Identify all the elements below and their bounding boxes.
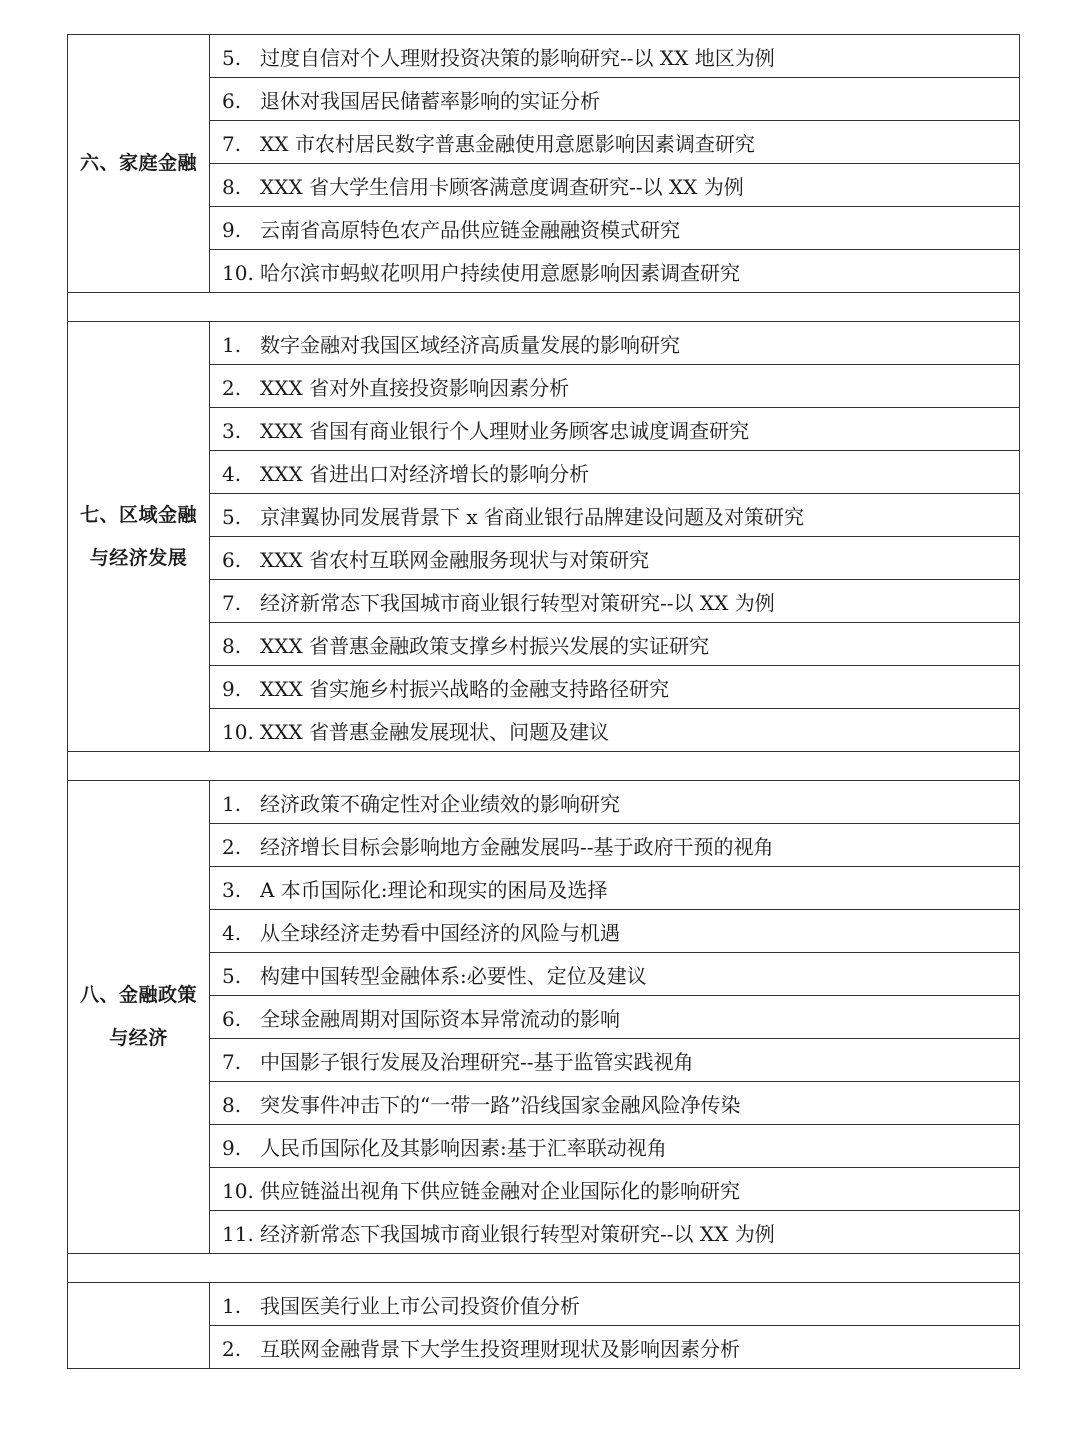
- topic-title: XXX 省普惠金融发展现状、问题及建议: [260, 719, 610, 744]
- topic-cell: [210, 408, 1020, 451]
- topic-number: 11.: [222, 1221, 254, 1246]
- topic-title: 数字金融对我国区域经济高质量发展的影响研究: [260, 332, 680, 357]
- topic-row: [68, 451, 1020, 494]
- topic-row: [68, 781, 1020, 824]
- topic-title: XXX 省国有商业银行个人理财业务顾客忠诚度调查研究: [260, 418, 750, 443]
- topic-row: [68, 666, 1020, 709]
- topic-cell: [210, 250, 1020, 293]
- section-spacer-row: [68, 1254, 1020, 1283]
- topic-number: 2.: [222, 1336, 242, 1361]
- topic-number: 10.: [222, 719, 254, 744]
- topic-number: 3.: [222, 877, 242, 902]
- topic-row: [68, 1125, 1020, 1168]
- topic-number: 7.: [222, 1049, 242, 1074]
- topic-cell: [210, 1082, 1020, 1125]
- topic-title: XX 市农村居民数字普惠金融使用意愿影响因素调查研究: [260, 131, 755, 156]
- topic-cell: [210, 1283, 1020, 1326]
- topic-number: 2.: [222, 834, 242, 859]
- category-cell: [68, 322, 210, 752]
- topic-cell: [210, 1168, 1020, 1211]
- topic-number: 10.: [222, 260, 254, 285]
- topic-row: [68, 1168, 1020, 1211]
- section-spacer-row: [68, 752, 1020, 781]
- topic-number: 5.: [222, 963, 242, 988]
- topic-cell: [210, 537, 1020, 580]
- spacer-cell: [68, 1254, 1020, 1283]
- topic-row: [68, 953, 1020, 996]
- topic-title: XXX 省实施乡村振兴战略的金融支持路径研究: [260, 676, 670, 701]
- topic-row: [68, 164, 1020, 207]
- topic-row: [68, 824, 1020, 867]
- topic-title: 退休对我国居民储蓄率影响的实证分析: [260, 88, 600, 113]
- topic-cell: [210, 494, 1020, 537]
- topic-title: 过度自信对个人理财投资决策的影响研究--以 XX 地区为例: [260, 45, 775, 70]
- topic-title: XXX 省进出口对经济增长的影响分析: [260, 461, 590, 486]
- topic-row: [68, 709, 1020, 752]
- topic-row: [68, 121, 1020, 164]
- topic-title: 我国医美行业上市公司投资价值分析: [260, 1293, 580, 1318]
- topic-cell: [210, 580, 1020, 623]
- topic-cell: [210, 666, 1020, 709]
- topic-row: [68, 1283, 1020, 1326]
- topic-number: 9.: [222, 217, 242, 242]
- topic-cell: [210, 623, 1020, 666]
- topic-title: A 本币国际化:理论和现实的困局及选择: [260, 877, 608, 902]
- topic-title: 供应链溢出视角下供应链金融对企业国际化的影响研究: [260, 1178, 740, 1203]
- topic-row: [68, 910, 1020, 953]
- topic-row: [68, 494, 1020, 537]
- topic-cell: [210, 709, 1020, 752]
- topic-title: 突发事件冲击下的“一带一路”沿线国家金融风险净传染: [260, 1092, 741, 1117]
- topic-cell: [210, 1211, 1020, 1254]
- topic-number: 1.: [222, 1293, 242, 1318]
- topic-cell: [210, 164, 1020, 207]
- topic-cell: [210, 1039, 1020, 1082]
- topic-title: XXX 省普惠金融政策支撑乡村振兴发展的实证研究: [260, 633, 710, 658]
- topic-cell: [210, 867, 1020, 910]
- topic-title: XXX 省对外直接投资影响因素分析: [260, 375, 570, 400]
- topic-row: [68, 1211, 1020, 1254]
- topic-row: [68, 867, 1020, 910]
- topic-number: 9.: [222, 1135, 242, 1160]
- topic-title: 全球金融周期对国际资本异常流动的影响: [260, 1006, 620, 1031]
- topic-title: 构建中国转型金融体系:必要性、定位及建议: [260, 963, 647, 988]
- topic-cell: [210, 78, 1020, 121]
- topic-title: 中国影子银行发展及治理研究--基于监管实践视角: [260, 1049, 694, 1074]
- document-page: [67, 34, 1020, 1369]
- topic-number: 8.: [222, 174, 242, 199]
- topic-number: 1.: [222, 332, 242, 357]
- topic-row: [68, 322, 1020, 365]
- topic-number: 5.: [222, 504, 242, 529]
- topic-cell: [210, 996, 1020, 1039]
- topics-table-body: [68, 35, 1020, 1369]
- topic-row: [68, 1039, 1020, 1082]
- category-label-line: 与经济: [109, 1027, 168, 1049]
- topic-title: 互联网金融背景下大学生投资理财现状及影响因素分析: [260, 1336, 740, 1361]
- topic-title: XXX 省大学生信用卡顾客满意度调查研究--以 XX 为例: [260, 174, 744, 199]
- topic-cell: [210, 322, 1020, 365]
- topic-row: [68, 580, 1020, 623]
- topic-number: 3.: [222, 418, 242, 443]
- topic-number: 4.: [222, 461, 242, 486]
- topic-number: 10.: [222, 1178, 254, 1203]
- topic-number: 6.: [222, 547, 242, 572]
- category-cell: [68, 35, 210, 293]
- topic-title: XXX 省农村互联网金融服务现状与对策研究: [260, 547, 650, 572]
- topic-cell: [210, 781, 1020, 824]
- topic-title: 京津翼协同发展背景下 x 省商业银行品牌建设问题及对策研究: [260, 504, 804, 529]
- topic-row: [68, 996, 1020, 1039]
- topic-cell: [210, 1326, 1020, 1369]
- topic-title: 哈尔滨市蚂蚁花呗用户持续使用意愿影响因素调查研究: [260, 260, 740, 285]
- category-cell: [68, 1283, 210, 1369]
- category-label-line: 八、金融政策: [79, 984, 197, 1006]
- topic-number: 6.: [222, 88, 242, 113]
- topic-row: [68, 207, 1020, 250]
- topic-cell: [210, 207, 1020, 250]
- topic-cell: [210, 121, 1020, 164]
- topic-row: [68, 1326, 1020, 1369]
- category-label-line: 与经济发展: [89, 546, 188, 569]
- topic-number: 1.: [222, 791, 242, 816]
- topic-title: 经济新常态下我国城市商业银行转型对策研究--以 XX 为例: [260, 1221, 775, 1246]
- topic-cell: [210, 824, 1020, 867]
- topic-row: [68, 250, 1020, 293]
- topic-cell: [210, 953, 1020, 996]
- topic-number: 7.: [222, 131, 242, 156]
- topic-row: [68, 1082, 1020, 1125]
- spacer-cell: [68, 752, 1020, 781]
- topic-row: [68, 35, 1020, 78]
- topics-table: [67, 34, 1020, 1369]
- topic-cell: [210, 910, 1020, 953]
- section-spacer-row: [68, 293, 1020, 322]
- topic-cell: [210, 451, 1020, 494]
- topic-number: 4.: [222, 920, 242, 945]
- topic-title: 从全球经济走势看中国经济的风险与机遇: [260, 920, 620, 945]
- topic-number: 8.: [222, 633, 242, 658]
- topic-number: 7.: [222, 590, 242, 615]
- category-cell: [68, 781, 210, 1254]
- topic-row: [68, 408, 1020, 451]
- topic-number: 2.: [222, 375, 242, 400]
- topic-cell: [210, 365, 1020, 408]
- topic-row: [68, 623, 1020, 666]
- topic-row: [68, 78, 1020, 121]
- topic-cell: [210, 1125, 1020, 1168]
- category-label-line: 七、区域金融: [79, 503, 197, 526]
- topic-title: 云南省高原特色农产品供应链金融融资模式研究: [260, 217, 680, 242]
- topic-title: 人民币国际化及其影响因素:基于汇率联动视角: [260, 1135, 667, 1160]
- topic-number: 9.: [222, 676, 242, 701]
- topic-row: [68, 365, 1020, 408]
- topic-number: 5.: [222, 45, 242, 70]
- topic-title: 经济增长目标会影响地方金融发展吗--基于政府干预的视角: [260, 834, 774, 859]
- topic-title: 经济新常态下我国城市商业银行转型对策研究--以 XX 为例: [260, 590, 775, 615]
- topic-row: [68, 537, 1020, 580]
- topic-title: 经济政策不确定性对企业绩效的影响研究: [260, 791, 620, 816]
- topic-cell: [210, 35, 1020, 78]
- spacer-cell: [68, 293, 1020, 322]
- topic-number: 6.: [222, 1006, 242, 1031]
- topic-number: 8.: [222, 1092, 242, 1117]
- category-label-line: 六、家庭金融: [79, 152, 197, 174]
